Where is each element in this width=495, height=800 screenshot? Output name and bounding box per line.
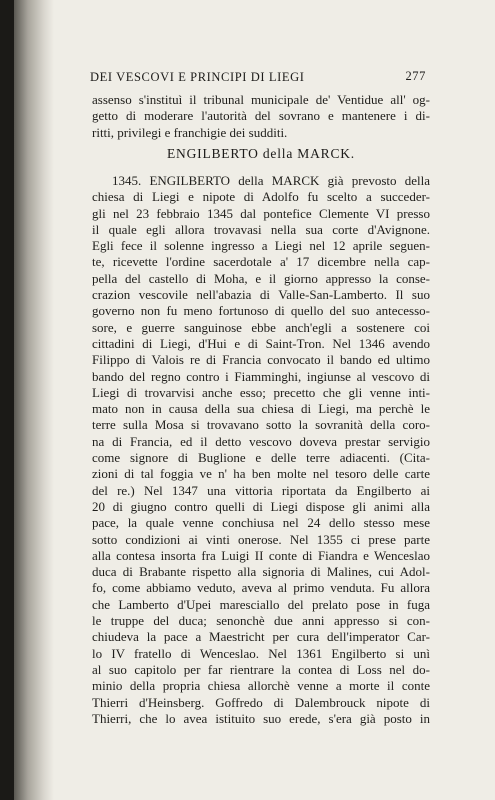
text-line: bando del regno contro i Fiamminghi, ingiunse al vescovo di [92,368,430,384]
text-line: gli nel 23 febbraio 1345 dal pontefice Clemente VI presso [92,205,430,221]
text-line: na di Francia, ed il detto vescovo doveva prestar servigio [92,433,430,449]
running-head [90,70,426,85]
text-line: Thierri, che lo avea istituito suo erede, s'era già posto in [92,710,430,726]
text-line: pace, la quale venne conchiusa nel 24 dello stesso mese [92,515,430,531]
text-line: minio della propria chiesa allorchè venne a morte il conte [92,678,430,694]
text-line: ritti, privilegi e franchigie dei sudditi. [92,124,288,140]
text-line: al suo capitolo per far rientrare la contea di Loss nel do- [92,661,430,677]
text-line: mato non in causa della sua chiesa di Liegi, ma perchè le [92,401,430,417]
text-line: lo IV fratello di Wenceslao. Nel 1361 Engilberto si unì [92,645,430,661]
text-line: crazion vescovile nell'abazia di Valle-San-Lamberto. Il suo [92,287,430,303]
intro-paragraph [92,92,430,141]
text-line: pella del castello di Moha, e il giorno appresso la conse- [92,270,430,286]
text-line: Egli fece il solenne ingresso a Liegi nel 12 aprile seguen- [92,238,430,254]
text-line: duca di Brabante rispetto alla signoria di Malines, cui Adol- [92,564,430,580]
running-head-title: DEI VESCOVI E PRINCIPI DI LIEGI [90,70,305,84]
text-line: terre sulla Mosa si trovavano sotto la sovranità della coro- [92,417,430,433]
text-line: 20 di giugno contro quelli di Liegi dispose gli animi alla [92,498,430,514]
text-line: del re.) Nel 1347 una vittoria riportata da Engilberto ai [92,482,430,498]
text-line: sotto condizioni ai vinti onerose. Nel 1355 ci prese parte [92,531,430,547]
text-line: Thierri d'Heinsberg. Goffredo di Dalembrouck nipote di [92,694,430,710]
text-line: cittadini di Liegi, d'Hui e di Saint-Tron. Nel 1346 avendo [92,335,430,351]
text-line: alla contesa insorta fra Luigi II conte di Fiandra e Wenceslao [92,547,430,563]
text-line: assenso s'instituì il tribunal municipale de' Ventidue all' og- [92,92,430,107]
page-number: 277 [405,69,426,83]
text-line: governo non fu meno fortunoso di quello del suo antecesso- [92,303,430,319]
page-gutter-shadow [14,0,54,800]
text-line: che Lamberto d'Upei maresciallo del prelato pose in fuga [92,596,430,612]
text-line: te, ricevette l'ordine sacerdotale a' 17 dicembre nella cap- [92,254,430,270]
text-line: sore, e guerre sanguinose ebbe anch'egli a sostenere coi [92,319,430,335]
text-line: zioni di tal foggia ve n' ha ben molte nel tesoro delle carte [92,466,430,482]
book-page [14,0,495,800]
text-line: Liegi di trovarvisi anche esso; precetto che gli venne inti- [92,384,430,400]
text-line: il quale egli allora trovavasi nella sua corte d'Avignone. [92,221,430,237]
text-line: chiesa di Liegi e nipote di Adolfo fu scelto a succeder- [92,189,430,205]
text-line: 1345. ENGILBERTO della MARCK già prevosto della [112,173,430,188]
text-line: fo, come abbiamo veduto, aveva al primo venduta. Fu allora [92,580,430,596]
text-line: le truppe del duca; senonchè due anni appresso si con- [92,613,430,629]
section-heading: ENGILBERTO della MARCK. [167,146,355,161]
text-line: chiudeva la pace a Maestricht per cura dell'imperator Car- [92,629,430,645]
text-line: Filippo di Valois re di Francia convocato il bando ed ultimo [92,352,430,368]
text-line: come signore di Buglione e delle terre adiacenti. (Cita- [92,450,430,466]
body-paragraph [92,173,430,727]
text-line: getto di moderare l'autorità del sovrano e mantenere i di- [92,108,430,124]
